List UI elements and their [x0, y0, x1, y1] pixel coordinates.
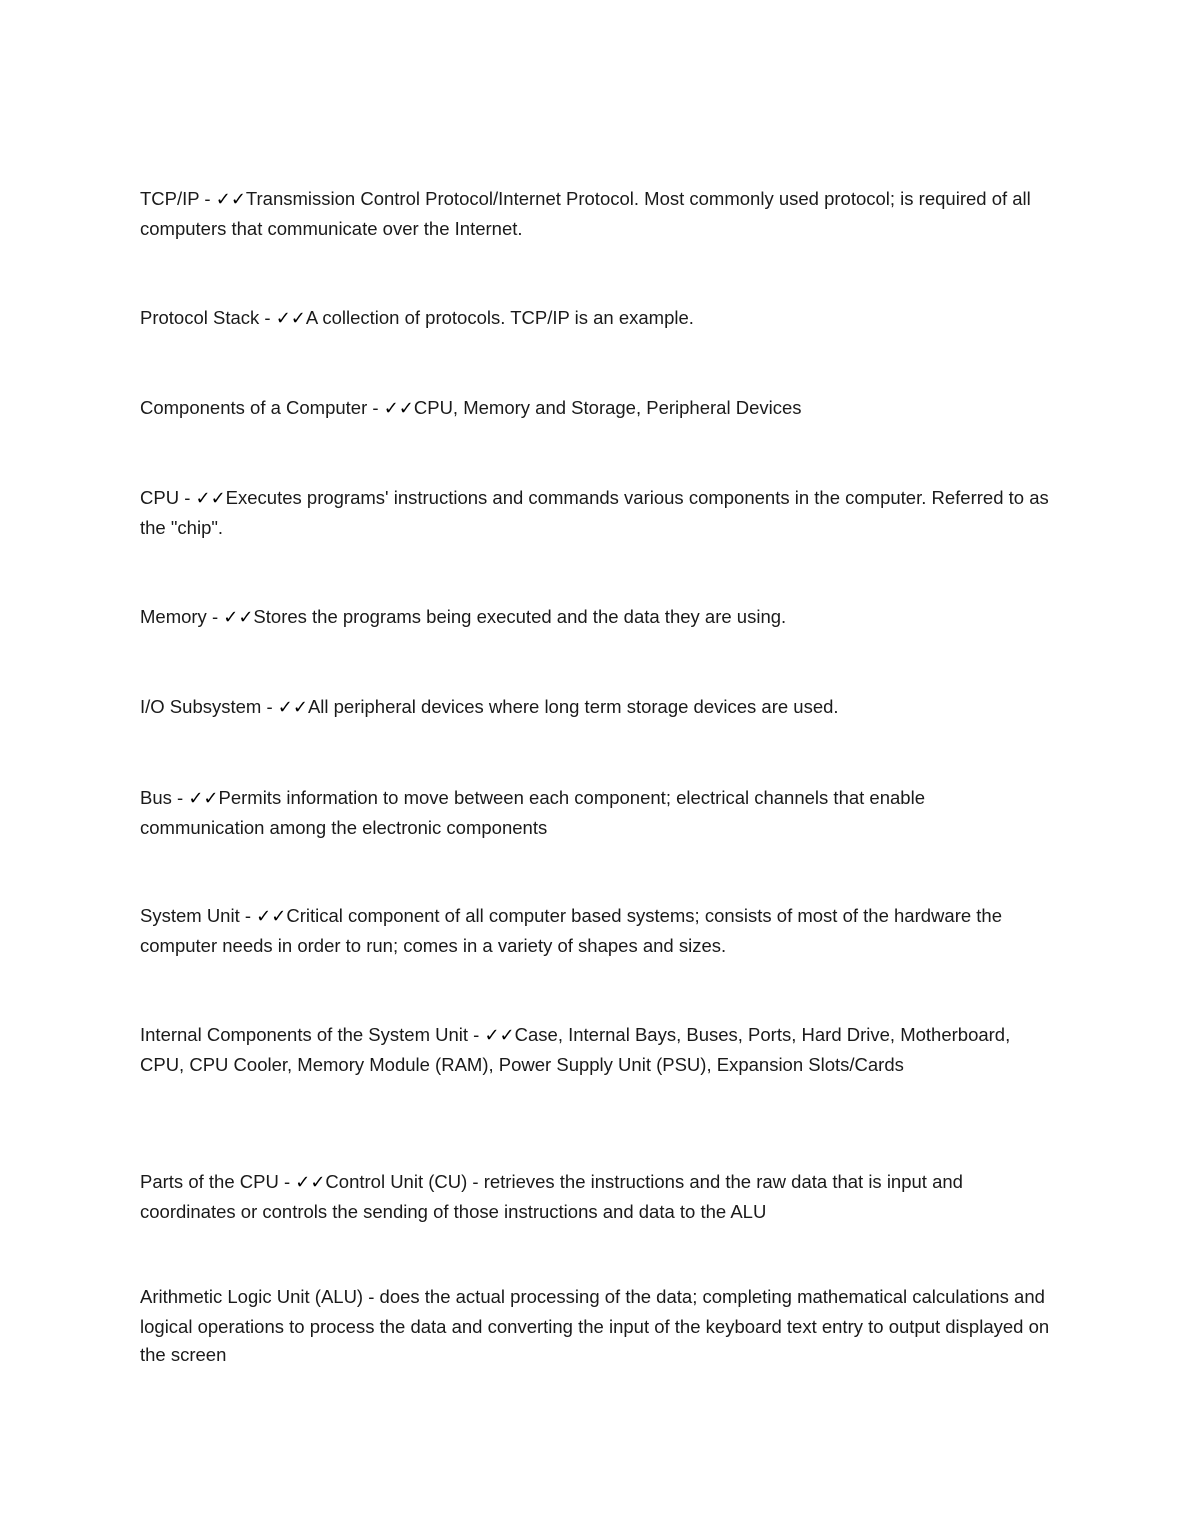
double-check-icon: ✓✓ [277, 697, 308, 718]
double-check-icon: ✓✓ [223, 607, 254, 628]
entry-term: Bus - [140, 787, 189, 808]
entry-definition: Critical component of all computer based systems; consists of most of the hardware the computer needs in order to run; comes in a variety of shapes and sizes. [140, 905, 1002, 956]
entry-term: Components of a Computer - [140, 397, 384, 418]
entry-term: System Unit - [140, 905, 257, 926]
entry-definition: Case, Internal Bays, Buses, Ports, Hard Drive, Motherboard, CPU, CPU Cooler, Memory Module (RAM), Power Supply Unit (PSU), Expansion Slots/Cards [140, 1024, 1011, 1075]
entry-definition: Stores the programs being executed and the data they are using. [253, 606, 787, 627]
entry-term: TCP/IP - [140, 188, 216, 209]
entry-memory [140, 603, 1052, 633]
double-check-icon: ✓✓ [215, 189, 246, 210]
entry-definition: CPU, Memory and Storage, Peripheral Devices [413, 397, 802, 418]
entry-alu [140, 1283, 1052, 1370]
entry-components-of-a-computer [140, 394, 1052, 424]
entry-tcp-ip [140, 185, 1052, 243]
entry-definition: Arithmetic Logic Unit (ALU) - does the actual processing of the data; completing mathematical calculations and logical operations to process the data and converting the input of the keyboard text entry to output displayed on the screen [140, 1286, 1050, 1365]
entry-term: Protocol Stack - [140, 307, 276, 328]
entry-bus [140, 784, 1052, 842]
double-check-icon: ✓✓ [484, 1025, 515, 1046]
entry-definition: A collection of protocols. TCP/IP is an example. [305, 307, 694, 328]
double-check-icon: ✓✓ [383, 398, 414, 419]
double-check-icon: ✓✓ [195, 488, 226, 509]
entry-parts-of-the-cpu [140, 1168, 1052, 1226]
double-check-icon: ✓✓ [256, 906, 287, 927]
entry-term: Memory - [140, 606, 224, 627]
entry-term: CPU - [140, 487, 196, 508]
double-check-icon: ✓✓ [295, 1172, 326, 1193]
entry-definition: Control Unit (CU) - retrieves the instructions and the raw data that is input and coordinates or controls the sending of those instructions and data to the ALU [140, 1171, 963, 1222]
entry-definition: Permits information to move between each component; electrical channels that enable communication among the electronic components [140, 787, 925, 838]
double-check-icon: ✓✓ [188, 788, 219, 809]
double-check-icon: ✓✓ [275, 308, 306, 329]
entry-definition: All peripheral devices where long term storage devices are used. [307, 696, 839, 717]
entry-term: Internal Components of the System Unit - [140, 1024, 485, 1045]
entry-cpu [140, 484, 1052, 542]
entry-internal-components [140, 1021, 1052, 1079]
entry-term: I/O Subsystem - [140, 696, 278, 717]
entry-definition: Transmission Control Protocol/Internet Protocol. Most commonly used protocol; is required of all computers that communicate over the Internet. [140, 188, 1031, 239]
entry-protocol-stack [140, 304, 1052, 334]
entry-system-unit [140, 902, 1052, 960]
entry-io-subsystem [140, 693, 1052, 723]
entry-definition: Executes programs' instructions and commands various components in the computer. Referred to as the "chip". [140, 487, 1049, 538]
entry-term: Parts of the CPU - [140, 1171, 296, 1192]
